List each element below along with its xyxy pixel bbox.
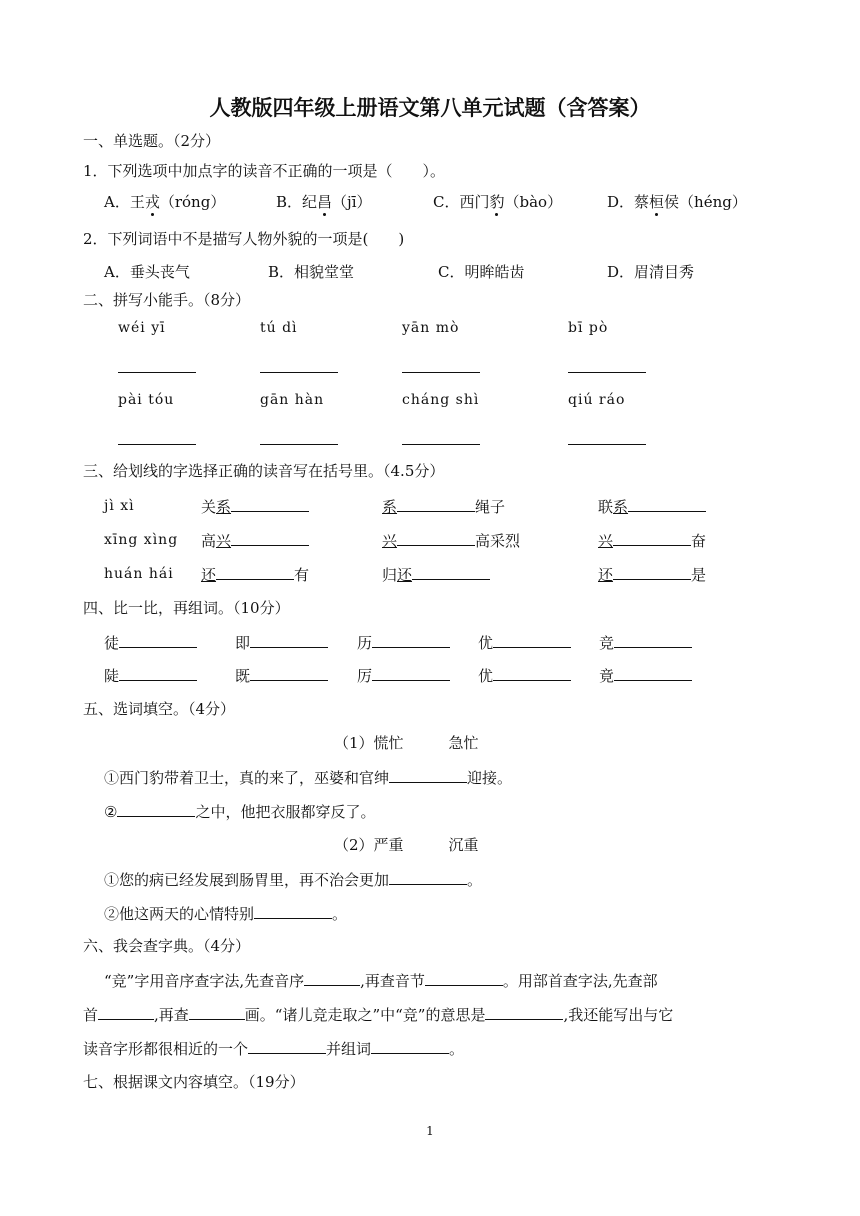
dictionary-line-3: 读音字形都很相近的一个 并组词 。 [83,1040,465,1058]
section-7-heading: 七、根据课文内容填空。（19分） [83,1073,305,1091]
q1-option-d: D．蔡桓侯（héng） [607,193,747,211]
section-5-heading: 五、选词填空。（4分） [83,700,236,718]
compare-item: 陡 [104,665,197,686]
compare-item: 竞 [599,632,692,653]
q1-option-c: C．西门豹（bào） [433,193,563,211]
pinyin-item: yān mò [402,320,460,336]
fill-sentence: ②他这两天的心情特别 。 [104,905,348,923]
page-title: 人教版四年级上册语文第八单元试题（含答案） [209,95,651,120]
compare-item: 厉 [357,665,450,686]
answer-line[interactable] [402,372,480,373]
answer-line[interactable] [402,444,480,445]
word-group-2: （2）严重 沉重 [334,836,479,854]
section-4-heading: 四、比一比，再组词。（10分） [83,599,290,617]
pinyin-item: bī pò [568,320,609,336]
pinyin-item: gān hàn [260,392,325,408]
fill-sentence: ①西门豹带着卫士，真的来了，巫婆和官绅 迎接。 [104,769,513,787]
q2-option-a: A．垂头丧气 [104,263,190,281]
word-blank: 系 绳子 [382,498,506,516]
q2-option-c: C．明眸皓齿 [438,263,525,281]
pinyin-choice: jì xì [104,498,135,514]
answer-line[interactable] [118,372,196,373]
compare-item: 徒 [104,632,197,653]
question-2: 2．下列词语中不是描写人物外貌的一项是( ) [83,230,405,248]
pinyin-item: qiú ráo [568,392,626,408]
dictionary-line-1: “竞”字用音序查字法,先查音序 ,再查音节 。用部首查字法,先查部 [104,972,658,990]
pinyin-item: wéi yī [118,320,166,336]
pinyin-item: pài tóu [118,392,175,408]
fill-sentence: ①您的病已经发展到肠胃里，再不治会更加 。 [104,871,483,889]
answer-line[interactable] [568,444,646,445]
fill-sentence: ② 之中，他把衣服都穿反了。 [104,803,376,821]
q1-option-a: A．王戎（róng） [104,193,226,211]
word-blank: 兴 奋 [598,532,707,550]
answer-line[interactable] [260,372,338,373]
word-blank: 高兴 [201,530,309,551]
word-group-1: （1）慌忙 急忙 [334,734,479,752]
answer-line[interactable] [118,444,196,445]
pinyin-choice: xīng xìng [104,532,179,548]
compare-item: 优 [478,665,571,686]
section-6-heading: 六、我会查字典。（4分） [83,937,251,955]
q2-option-b: B．相貌堂堂 [268,263,355,281]
dictionary-line-2: 首 ,再查 画。“诸儿竞走取之”中“竞”的意思是 ,我还能写出与它 [83,1006,674,1024]
word-blank: 联系 [598,496,706,517]
compare-item: 历 [357,632,450,653]
section-3-heading: 三、给划线的字选择正确的读音写在括号里。（4.5分） [83,462,445,480]
compare-item: 即 [235,632,328,653]
pinyin-item: tú dì [260,320,298,336]
word-blank: 归还 [382,564,490,585]
page-number: 1 [426,1124,434,1138]
word-blank: 还 是 [598,566,707,584]
answer-line[interactable] [260,444,338,445]
pinyin-item: cháng shì [402,392,480,408]
q1-option-b: B．纪昌（jī） [276,193,372,211]
answer-line[interactable] [568,372,646,373]
word-blank: 兴 高采烈 [382,532,521,550]
compare-item: 既 [235,665,328,686]
section-1-heading: 一、单选题。（2分） [83,132,221,150]
section-2-heading: 二、拼写小能手。（8分） [83,291,251,309]
word-blank: 关系 [201,496,309,517]
word-blank: 还 有 [201,566,310,584]
q2-option-d: D．眉清目秀 [607,263,695,281]
pinyin-choice: huán hái [104,566,174,582]
question-1: 1．下列选项中加点字的读音不正确的一项是（ ）。 [83,162,446,180]
compare-item: 竟 [599,665,692,686]
compare-item: 优 [478,632,571,653]
